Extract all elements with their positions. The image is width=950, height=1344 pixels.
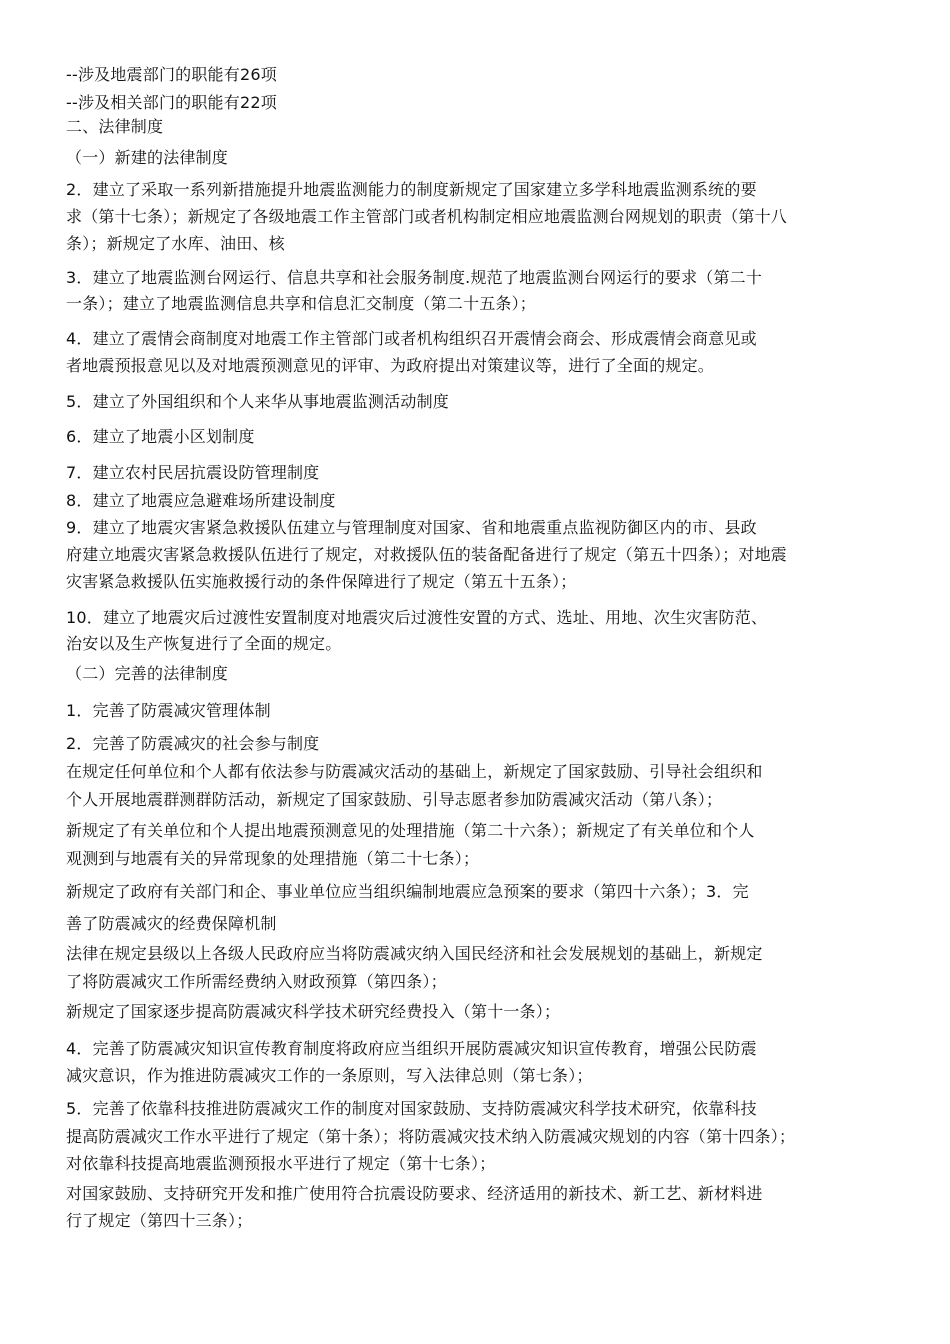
text-line: 求（第十七条）；新规定了各级地震工作主管部门或者机构制定相应地震监测台网规划的职责（第十八 xyxy=(66,207,788,226)
text-line: 1．完善了防震减灾管理体制 xyxy=(66,701,271,720)
subsection-heading: （二）完善的法律制度 xyxy=(66,664,229,683)
text-line: 新规定了有关单位和个人提出地震预测意见的处理措施（第二十六条）；新规定了有关单位和个人 xyxy=(66,821,755,840)
subsection-heading: （一）新建的法律制度 xyxy=(66,148,229,167)
text-line: 9．建立了地震灾害紧急救援队伍建立与管理制度对国家、省和地震重点监视防御区内的市、县政 xyxy=(66,518,757,537)
text-line: 行了规定（第四十三条）； xyxy=(66,1211,253,1230)
text-line: 治安以及生产恢复进行了全面的规定。 xyxy=(66,634,342,653)
text-line: 3．建立了地震监测台网运行、信息共享和社会服务制度.规范了地震监测台网运行的要求（第二十 xyxy=(66,268,763,287)
text-line: 个人开展地震群测群防活动，新规定了国家鼓励、引导志愿者参加防震减灾活动（第八条）； xyxy=(66,790,723,809)
text-line: 府建立地震灾害紧急救援队伍进行了规定，对救援队伍的装备配备进行了规定（第五十四条）；对地震 xyxy=(66,545,788,564)
text-line: 提高防震减灾工作水平进行了规定（第十条）；将防震减灾技术纳入防震减灾规划的内容（第十四条）； xyxy=(66,1127,796,1146)
text-line: 了将防震减灾工作所需经费纳入财政预算（第四条）； xyxy=(66,972,447,991)
text-line: 灾害紧急救援队伍实施救援行动的条件保障进行了规定（第五十五条）； xyxy=(66,572,577,591)
text-line: --涉及地震部门的职能有26项 xyxy=(66,65,277,84)
text-line: 条）；新规定了水库、油田、核 xyxy=(66,234,285,253)
text-line: 2．建立了采取一系列新措施提升地震监测能力的制度新规定了国家建立多学科地震监测系统的要 xyxy=(66,180,757,199)
text-line: 一条）；建立了地震监测信息共享和信息汇交制度（第二十五条）； xyxy=(66,294,537,313)
text-line: 新规定了国家逐步提高防震减灾科学技术研究经费投入（第十一条）； xyxy=(66,1002,561,1021)
text-line: 法律在规定县级以上各级人民政府应当将防震减灾纳入国民经济和社会发展规划的基础上，新规定 xyxy=(66,944,763,963)
text-line: 2．完善了防震减灾的社会参与制度 xyxy=(66,734,320,753)
text-line: 减灾意识，作为推进防震减灾工作的一条原则，写入法律总则（第七条）； xyxy=(66,1066,593,1085)
text-line: 对依靠科技提高地震监测预报水平进行了规定（第十七条）； xyxy=(66,1154,496,1173)
text-line: 4．完善了防震减灾知识宣传教育制度将政府应当组织开展防震减灾知识宣传教育，增强公民防震 xyxy=(66,1039,757,1058)
text-line: 8．建立了地震应急避难场所建设制度 xyxy=(66,491,336,510)
text-line: 观测到与地震有关的异常现象的处理措施（第二十七条）； xyxy=(66,849,480,868)
text-line: --涉及相关部门的职能有22项 xyxy=(66,93,277,112)
text-line: 10．建立了地震灾后过渡性安置制度对地震灾后过渡性安置的方式、选址、用地、次生灾害防范、 xyxy=(66,608,768,627)
text-line: 5．建立了外国组织和个人来华从事地震监测活动制度 xyxy=(66,392,449,411)
text-line: 7．建立农村民居抗震设防管理制度 xyxy=(66,463,320,482)
section-heading: 二、法律制度 xyxy=(66,117,164,136)
text-line: 在规定任何单位和个人都有依法参与防震减灾活动的基础上，新规定了国家鼓励、引导社会组织和 xyxy=(66,762,763,781)
text-line: 4．建立了震情会商制度对地震工作主管部门或者机构组织召开震情会商会、形成震情会商意见或 xyxy=(66,329,757,348)
text-line: 新规定了政府有关部门和企、事业单位应当组织编制地震应急预案的要求（第四十六条）；3．完 xyxy=(66,882,749,901)
text-line: 对国家鼓励、支持研究开发和推广使用符合抗震设防要求、经济适用的新技术、新工艺、新材料进 xyxy=(66,1184,763,1203)
text-line: 6．建立了地震小区划制度 xyxy=(66,427,255,446)
text-line: 5．完善了依靠科技推进防震减灾工作的制度对国家鼓励、支持防震减灾科学技术研究，依靠科技 xyxy=(66,1099,757,1118)
text-line: 者地震预报意见以及对地震预测意见的评审、为政府提出对策建议等，进行了全面的规定。 xyxy=(66,356,715,375)
text-line: 善了防震减灾的经费保障机制 xyxy=(66,914,277,933)
